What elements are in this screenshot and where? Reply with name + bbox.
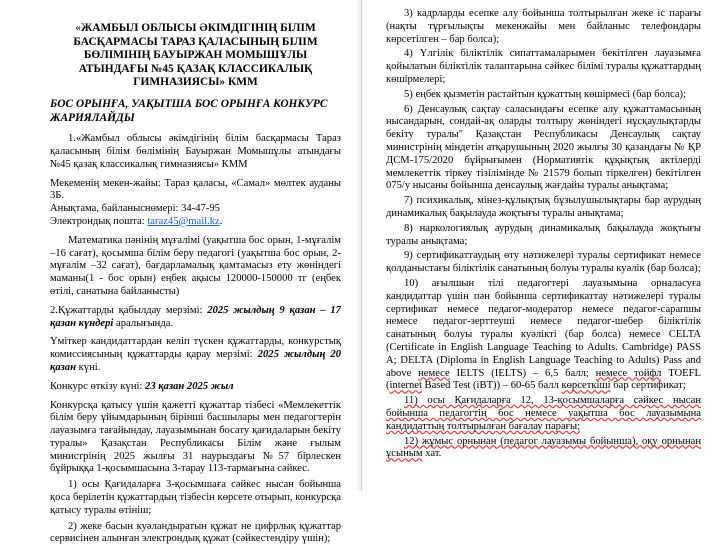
contest-label: Конкурс өткізу күні: xyxy=(50,380,146,392)
document-item-12 xyxy=(386,436,701,462)
document-item-4: 4) Үлгілік біліктілік сипаттамаларымен бекітілген лауазымға қойылатын біліктілік талаптарына сәйкес білімі туралы құжаттардың көшірмелері; xyxy=(386,48,701,85)
item-10-text-d: немесе тойфл xyxy=(595,367,662,379)
announcement-title: БОС ОРЫНҒА, УАҚЫТША БОС ОРЫНҒА КОНКУРС ЖАРИЯЛАЙДЫ xyxy=(50,97,328,124)
review-date: 2025 жылдың 20 қазан xyxy=(50,349,341,373)
email-label: Электрондық пошта: xyxy=(50,215,148,227)
document-item-6: 6) Денсаулық сақтау саласындағы есепке алу құжаттамасының нысандарын, сондай-ақ оларды толтыру жөніндегі нұсқаулықтарды бекіту туралы" Қазақстан Республикасы Денсаулық сақтау министрінің міндетін атқарушының 2020 жылғы 30 қазандағы № ҚР ДСМ-175/2020 бұйрығымен (Нормативтік құқықтық актілерді мемлекеттік тіркеу тізілімінде № 21579 болып тіркелген) бекітілген 075/у нысаны бойынша денсаулық жағдайы туралы анықтама; xyxy=(386,103,701,192)
review-paragraph xyxy=(50,336,341,374)
review-label: Үміткер кандидаттардан келіп түскен құжаттарды, конкурстық комиссиясының құжаттарды қарау мерзімі: xyxy=(50,336,341,361)
address-line: Мекеменің мекен-жайы: Тараз қаласы, «Самал» мөлтек ауданы 3Б. xyxy=(50,177,341,202)
left-page-content xyxy=(50,22,341,546)
document-item-8: 8) наркологиялық аурудың динамикалық бақылауда жоқтығы туралы анықтама; xyxy=(386,222,701,247)
document-item-11 xyxy=(386,395,701,433)
document-item-1: 1) осы Қағидаларға 3-қосымшаға сәйкес нысан бойынша қоса берілетін құжаттардың тізбесін көрсете отырып, конкурсқа қатысу туралы өтініш; xyxy=(50,479,341,516)
documents-intro: Конкурсқа қатысу үшін қажетті құжаттар тізбесі «Мемлекеттік білім беру ұйымдарының бірінші басшылары мен педагогтерін лауазымға тағайындау, лауазымынан босату қағидаларын бекіту туралы» Қазақстан Республикасы Білім және ғылым министрінің 2025 жылғы 31 наурыздағы №57 бірлескен бұйрыққа 1-қосымшасына 3-тарау 113-тармағына сәйкес. xyxy=(50,399,341,475)
deadline-paragraph xyxy=(50,305,341,331)
contest-paragraph xyxy=(50,381,341,394)
item-10-text-i: бар сертификат; xyxy=(610,380,686,392)
item-12-text-b: хат. xyxy=(422,448,442,460)
document-item-9: 9) сертификаттаудың өту нәтижелері туралы сертификат немесе қолданыстағы біліктілік санатының болуы туралы куәлік (бар болса); xyxy=(386,250,701,275)
header-text: ЖАМБЫЛ ОБЛЫСЫ ӘКІМДІГІНІҢ БІЛІМ БАСҚАРМАСЫ ТАРАЗ ҚАЛАСЫНЫҢ БІЛІМ БӨЛІМІНІҢ БАУЫРЖАН МОМЫШҰЛЫ АТЫНДАҒЫ №45 ҚАЗАҚ КЛАССИКАЛЫҚ ГИМНАЗИЯСЫ» КММ xyxy=(73,22,318,89)
document-header xyxy=(50,22,341,90)
left-page xyxy=(0,0,358,545)
item-10-text-b: немесе xyxy=(418,367,450,379)
deadline-label: 2.Құжаттарды қабылдау мерзімі: xyxy=(50,304,208,316)
item-10-text-f: internet xyxy=(389,380,422,392)
item-10-text-a: 10) ағылшын тілі педагогтері лауазымына орналасуға кандидаттар үшін пән бойынша сертификаттау нәтижелері туралы сертификат немесе педагог-модератор немесе педагог-сарапшы немесе педагог-зерттеуші немесе педагог-шебер біліктілік санатының болуы туралы куәлікті (бар болса) немесе CELTA (Certificate in English Language Teaching to Adults. Cambridge) PASS A; DELTA (Diploma in English Language Teaching to Adults) Pass and above xyxy=(386,277,701,379)
document-item-3: 3) кадрларды есепке алу бойынша толтырылған жеке іс парағы (нақты тұрғылықты мекенжайы мен байланыс телефондары көрсетілген – бар болса); xyxy=(386,8,701,45)
phone-line: Анықтама, байланыснөмері: 34-47-95 xyxy=(50,203,220,215)
document-item-5: 5) еңбек қызметін растайтын құжаттың көшірмесі (бар болса); xyxy=(404,88,687,100)
deadline-tail: аралығында. xyxy=(113,317,174,329)
item-10-text-h: көрсеткіші xyxy=(561,380,611,392)
document-item-2: 2) жеке басын куәландыратын құжат не цифрлық құжаттар сервисінен алынған электрондық құжат (сәйкестендіру үшін); xyxy=(50,520,341,545)
review-tail: күні. xyxy=(75,361,101,373)
email-tail: . xyxy=(219,215,223,227)
document-item-10 xyxy=(386,278,701,393)
contest-date: 23 қазан 2025 жыл xyxy=(145,380,234,392)
vacancy-description: Математика пәнінің мұғалімі (уақытша бос орын, 1-мұғалім –16 сағат), қосымша білім беру педагогі (уақытша бос орын, 2-мұғалім –32 сағат), бағдарламалық қамтамасыз ету жөніндегі маманы(1 - бос орын) еңбек ақысы 120000-150000 тг (еңбек өтілі, санатына байланысты) xyxy=(50,234,341,297)
item-10-text-g: Based Test (iBT)) – 60-65 балл xyxy=(421,380,562,392)
item-12-text-a: 12) жұмыс орнынан (педагог лауазымы бойынша), оқу орнынан ұсыным xyxy=(386,435,701,460)
document-item-7: 7) психикалық, мінез-құлықтық бұзылушылықтары бар аурудың динамикалық бақылауда жоқтығы туралы анықтама; xyxy=(386,195,701,219)
item-11-text: 11) осы Қағидаларға 12, 13-қосымшаларға сәйкес нысан бойынша педагогтің бос немесе уақытша бос лауазымына кандидаттың толтырылған бағалау парағы; xyxy=(386,395,701,432)
right-page-content xyxy=(386,8,701,463)
item-10-text-c: IELTS (IELTS) – 6,5 балл; xyxy=(449,367,596,379)
right-page xyxy=(361,0,721,491)
header-quote-mark: « xyxy=(75,22,81,34)
email-link[interactable]: taraz45@mail.kz xyxy=(147,215,220,227)
item-10-text-e: TOEFL ( xyxy=(386,367,701,392)
deadline-dates: 2025 жылдың 9 қазан – 17 қазан күндері xyxy=(50,304,341,329)
organization-name: 1.«Жамбыл облысы әкімдігінің білім басқармасы Тараз қаласының білім бөлімінің Бауыржан Момышұлы атындағы №45 қазақ классикалық гимназиясы» КММ xyxy=(50,133,341,170)
email-line xyxy=(50,216,341,229)
